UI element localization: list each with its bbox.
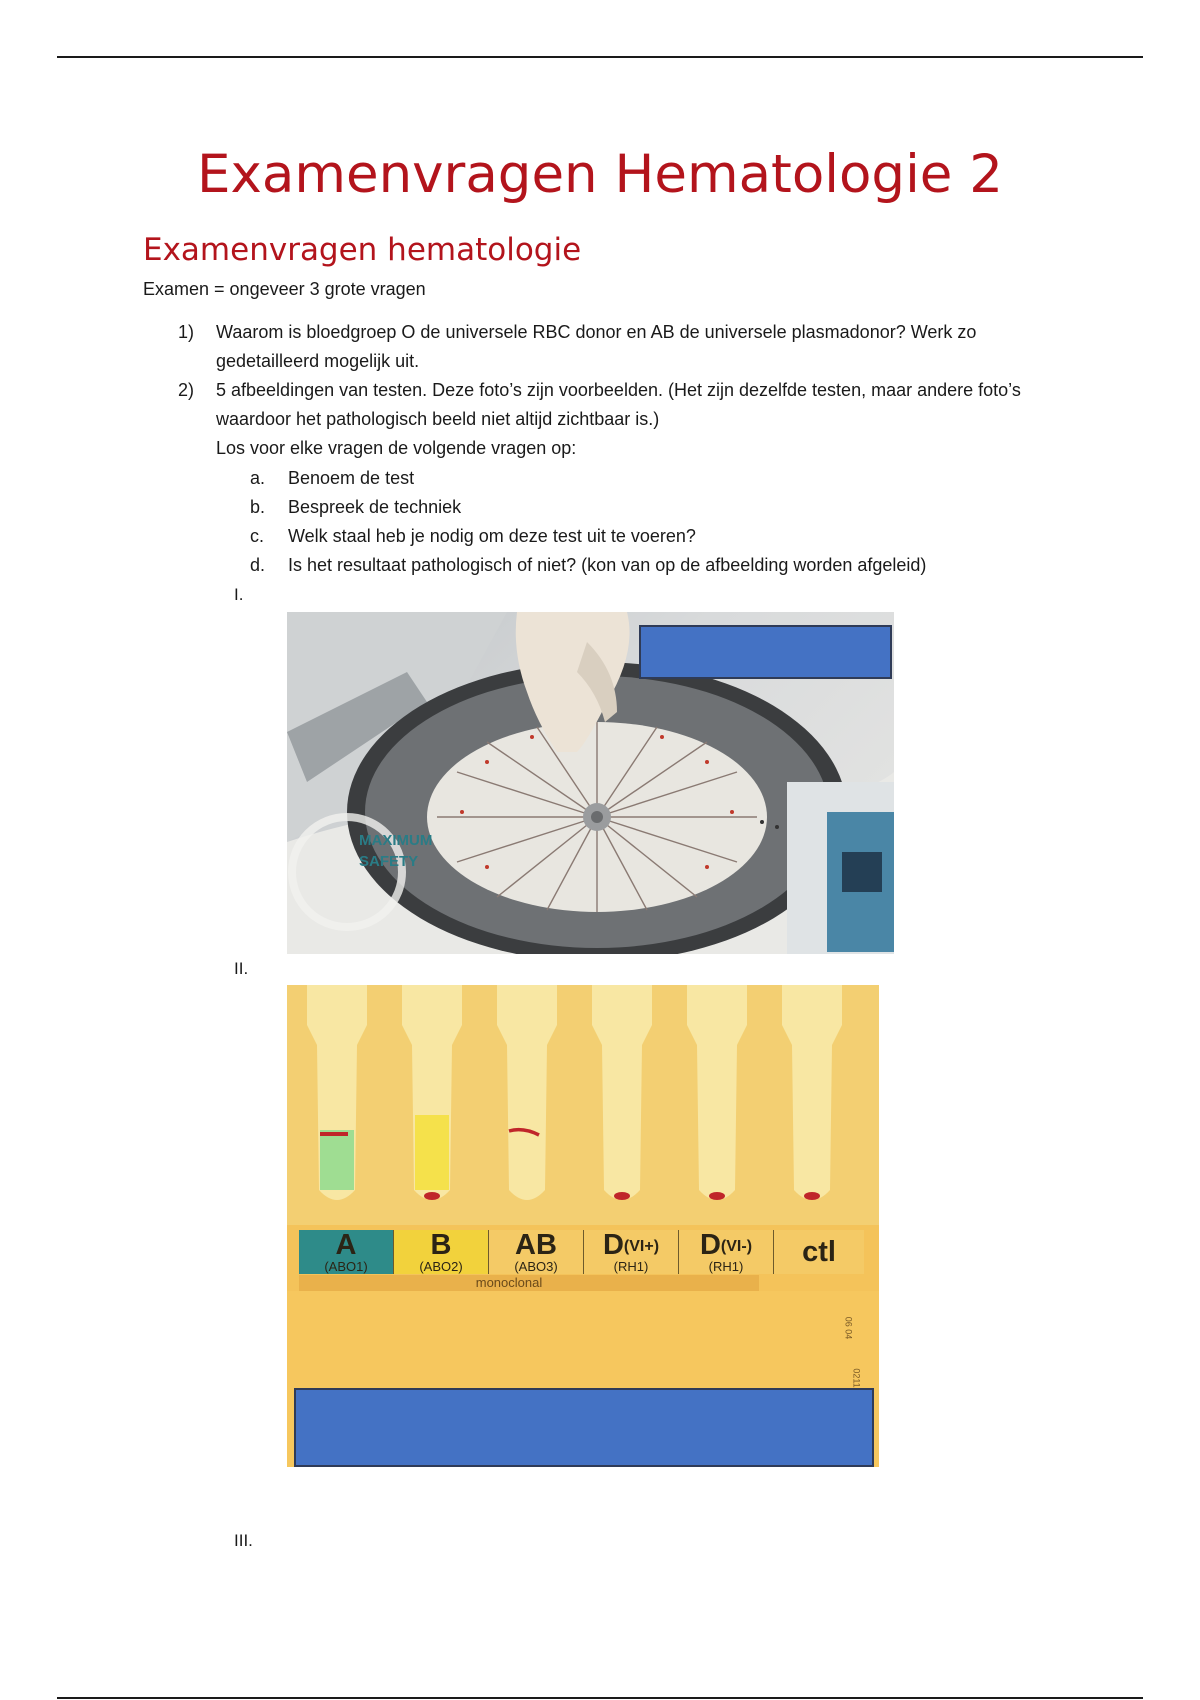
label-d-vi-plus	[584, 1230, 679, 1274]
subitem-letter: a.	[250, 468, 266, 488]
label-main: A	[335, 1229, 357, 1261]
section-heading: Examenvragen hematologie	[143, 232, 582, 268]
subitem-letter: b.	[250, 497, 266, 517]
label-main-wrap	[679, 1230, 773, 1260]
centrifuge-photo	[287, 612, 894, 954]
label-a	[299, 1230, 394, 1274]
label-main: AB	[515, 1229, 557, 1261]
label-main: ctl	[802, 1236, 836, 1268]
subitem-letter: c.	[250, 526, 265, 546]
label-sub: (ABO3)	[514, 1259, 558, 1274]
question-number: 1)	[178, 322, 195, 342]
monoclonal-band	[299, 1275, 759, 1291]
maximum-safety-label	[359, 830, 432, 872]
intro-text: Examen = ongeveer 3 grote vragen	[143, 279, 426, 299]
footer-rule	[57, 1697, 1143, 1699]
label-d-vi-minus	[679, 1230, 774, 1274]
monoclonal-text: monoclonal	[475, 1275, 543, 1290]
subitem-text: Benoem de test	[288, 468, 415, 488]
question-text: Waarom is bloedgroep O de universele RBC donor en AB de universele plasmadonor? Werk zo gedetailleerd mogelijk uit.	[216, 322, 977, 371]
label-main-wrap	[584, 1230, 678, 1260]
safety-line-1: MAXIMUM	[359, 832, 433, 849]
question-number: 2)	[178, 380, 195, 400]
gel-card-photo	[287, 985, 879, 1467]
label-sub: (RH1)	[708, 1259, 744, 1274]
figure-numeral-2: II.	[234, 959, 249, 978]
label-sub: (RH1)	[613, 1259, 649, 1274]
label-main: D	[699, 1229, 721, 1261]
question-instruction: Los voor elke vragen de volgende vragen op:	[216, 438, 577, 458]
label-sup: (VI-)	[720, 1238, 753, 1255]
label-ab	[489, 1230, 584, 1274]
label-sub: (ABO2)	[419, 1259, 463, 1274]
redaction-box	[639, 625, 892, 679]
label-main: B	[430, 1229, 452, 1261]
safety-line-2: SAFETY	[359, 853, 419, 870]
side-code-1: 06 04	[843, 1316, 854, 1340]
subitem-letter: d.	[250, 555, 266, 575]
gel-card-labels	[299, 1230, 864, 1274]
side-code-2: 0211	[851, 1368, 862, 1388]
label-sub: (ABO1)	[324, 1259, 368, 1274]
figure-numeral-3: III.	[234, 1531, 253, 1550]
document-title: Examenvragen Hematologie 2	[197, 144, 1003, 205]
label-sup: (VI+)	[623, 1238, 660, 1255]
question-text: 5 afbeeldingen van testen. Deze foto’s zijn voorbeelden. (Het zijn dezelfde testen, maar andere foto’s waardoor het pathologisch beeld niet altijd zichtbaar is.)	[216, 380, 1021, 429]
subitem-text: Bespreek de techniek	[288, 497, 462, 517]
subitem-text: Is het resultaat pathologisch of niet? (kon van op de afbeelding worden afgeleid)	[288, 555, 927, 575]
label-main: D	[602, 1229, 624, 1261]
header-rule	[57, 56, 1143, 58]
redaction-box	[294, 1388, 874, 1467]
subitem-text: Welk staal heb je nodig om deze test uit te voeren?	[288, 526, 696, 546]
label-ctl	[774, 1230, 864, 1274]
figure-numeral-1: I.	[234, 585, 244, 604]
label-b	[394, 1230, 489, 1274]
